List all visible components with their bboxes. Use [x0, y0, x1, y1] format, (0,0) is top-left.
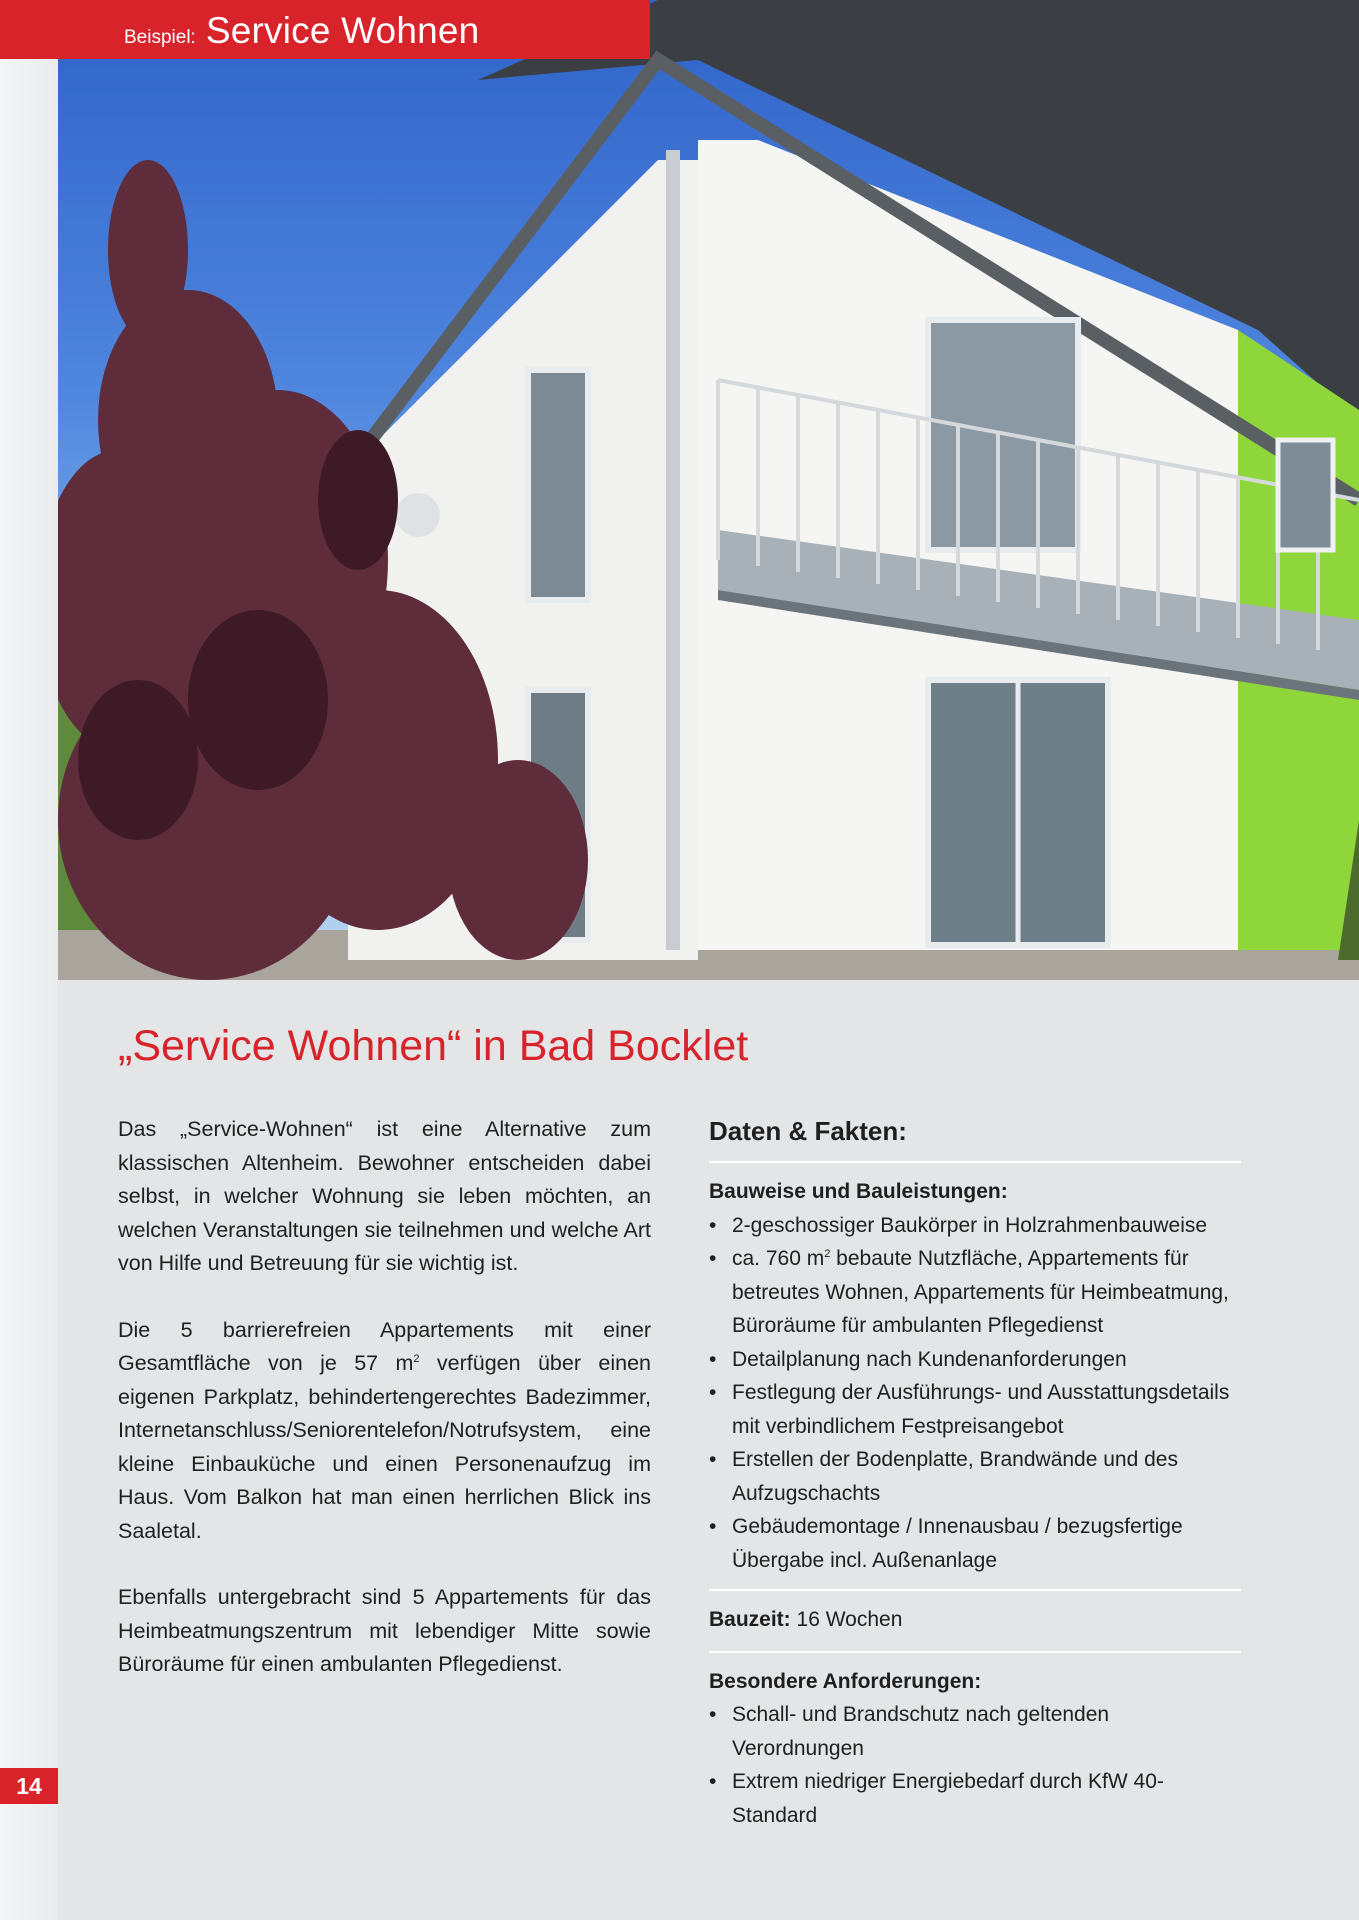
header-title: Service Wohnen: [205, 10, 480, 51]
requirements-heading: Besondere Anforderungen:: [709, 1669, 982, 1693]
list-item: [709, 1209, 1241, 1243]
list-item: [709, 1510, 1241, 1577]
bullet-icon: •: [709, 1381, 717, 1404]
construction-time-value: 16 Wochen: [790, 1608, 903, 1631]
list-item: [709, 1765, 1241, 1832]
house-illustration: [58, 0, 1359, 980]
list-item-text: Festlegung der Ausführungs- und Ausstattungsdetails mit verbindlichem Festpreisangebot: [732, 1381, 1230, 1438]
superscript: 2: [413, 1352, 420, 1365]
intro-paragraph-2-part-b: verfügen über einen eigenen Parkplatz, behindertengerechtes Badezimmer, Internetanschluss/Seniorentelefon/Notrufsystem, eine kleine Einbauküche und einen Personenaufzug im Haus. Vom Balkon hat man einen herrlichen Blick ins Saaletal.: [118, 1351, 651, 1543]
list-item-text: Erstellen der Bodenplatte, Brandwände und des Aufzugschachts: [732, 1448, 1178, 1505]
intro-paragraph-3: Ebenfalls untergebracht sind 5 Appartements für das Heimbeatmungszentrum mit lebendiger Mitte sowie Büroräume für einen ambulanten Pflegedienst.: [118, 1585, 651, 1676]
intro-paragraph-2-part-a: Die 5 barrierefreien Appartements mit einer Gesamtfläche von je 57 m: [118, 1317, 651, 1375]
bullet-icon: •: [709, 1347, 717, 1371]
header-kicker: Beispiel:: [124, 27, 196, 48]
facts-title: Daten & Fakten:: [709, 1116, 907, 1146]
list-item-text: bebaute Nutzfläche, Appartements für betreutes Wohnen, Appartements für Heimbeatmung, Büroräume für ambulanten Pflegedienst: [732, 1247, 1229, 1337]
bullet-icon: •: [709, 1515, 717, 1538]
section-header-bar: [0, 0, 650, 59]
list-item: [709, 1443, 1241, 1510]
list-item-text: Detailplanung nach Kundenanforderungen: [732, 1347, 1127, 1371]
divider: [709, 1589, 1241, 1591]
page-title: „Service Wohnen“ in Bad Bocklet: [118, 1022, 749, 1070]
bullet-icon: •: [709, 1770, 717, 1793]
superscript: 2: [824, 1248, 831, 1260]
intro-paragraph-2: [118, 1314, 651, 1549]
construction-heading: Bauweise und Bauleistungen:: [709, 1180, 1008, 1203]
list-item: [709, 1698, 1241, 1765]
list-item-text: Extrem niedriger Energiebedarf durch KfW 40-Standard: [732, 1770, 1164, 1827]
left-margin-strip: [0, 0, 58, 1920]
intro-text: [118, 1113, 651, 1715]
construction-list: [709, 1209, 1241, 1578]
list-item-text: Schall- und Brandschutz nach geltenden Verordnungen: [732, 1703, 1110, 1760]
divider: [709, 1161, 1241, 1163]
requirements-list: [709, 1698, 1241, 1832]
bullet-icon: •: [709, 1703, 717, 1726]
bullet-icon: •: [709, 1247, 717, 1270]
list-item-text: 2-geschossiger Baukörper in Holzrahmenbauweise: [732, 1213, 1208, 1237]
bullet-icon: •: [709, 1448, 717, 1471]
list-item-text: ca. 760 m: [732, 1247, 825, 1270]
page-number: 14: [0, 1768, 58, 1804]
divider: [709, 1651, 1241, 1653]
list-item: [709, 1242, 1241, 1343]
bullet-icon: •: [709, 1213, 717, 1237]
facts-panel: [709, 1113, 1241, 1832]
construction-time-label: Bauzeit:: [709, 1608, 791, 1631]
hero-photo: [58, 0, 1359, 980]
list-item: [709, 1376, 1241, 1443]
construction-time: [709, 1603, 1241, 1637]
list-item-text: Gebäudemontage / Innenausbau / bezugsfertige Übergabe incl. Außenanlage: [732, 1515, 1183, 1572]
intro-paragraph-1: Das „Service-Wohnen“ ist eine Alternative zum klassischen Altenheim. Bewohner entscheiden dabei selbst, in welcher Wohnung sie leben möchten, an welchen Veranstaltungen sie teilnehmen und welche Art von Hilfe und Betreuung für sie wichtig ist.: [118, 1117, 651, 1275]
list-item: [709, 1343, 1241, 1377]
